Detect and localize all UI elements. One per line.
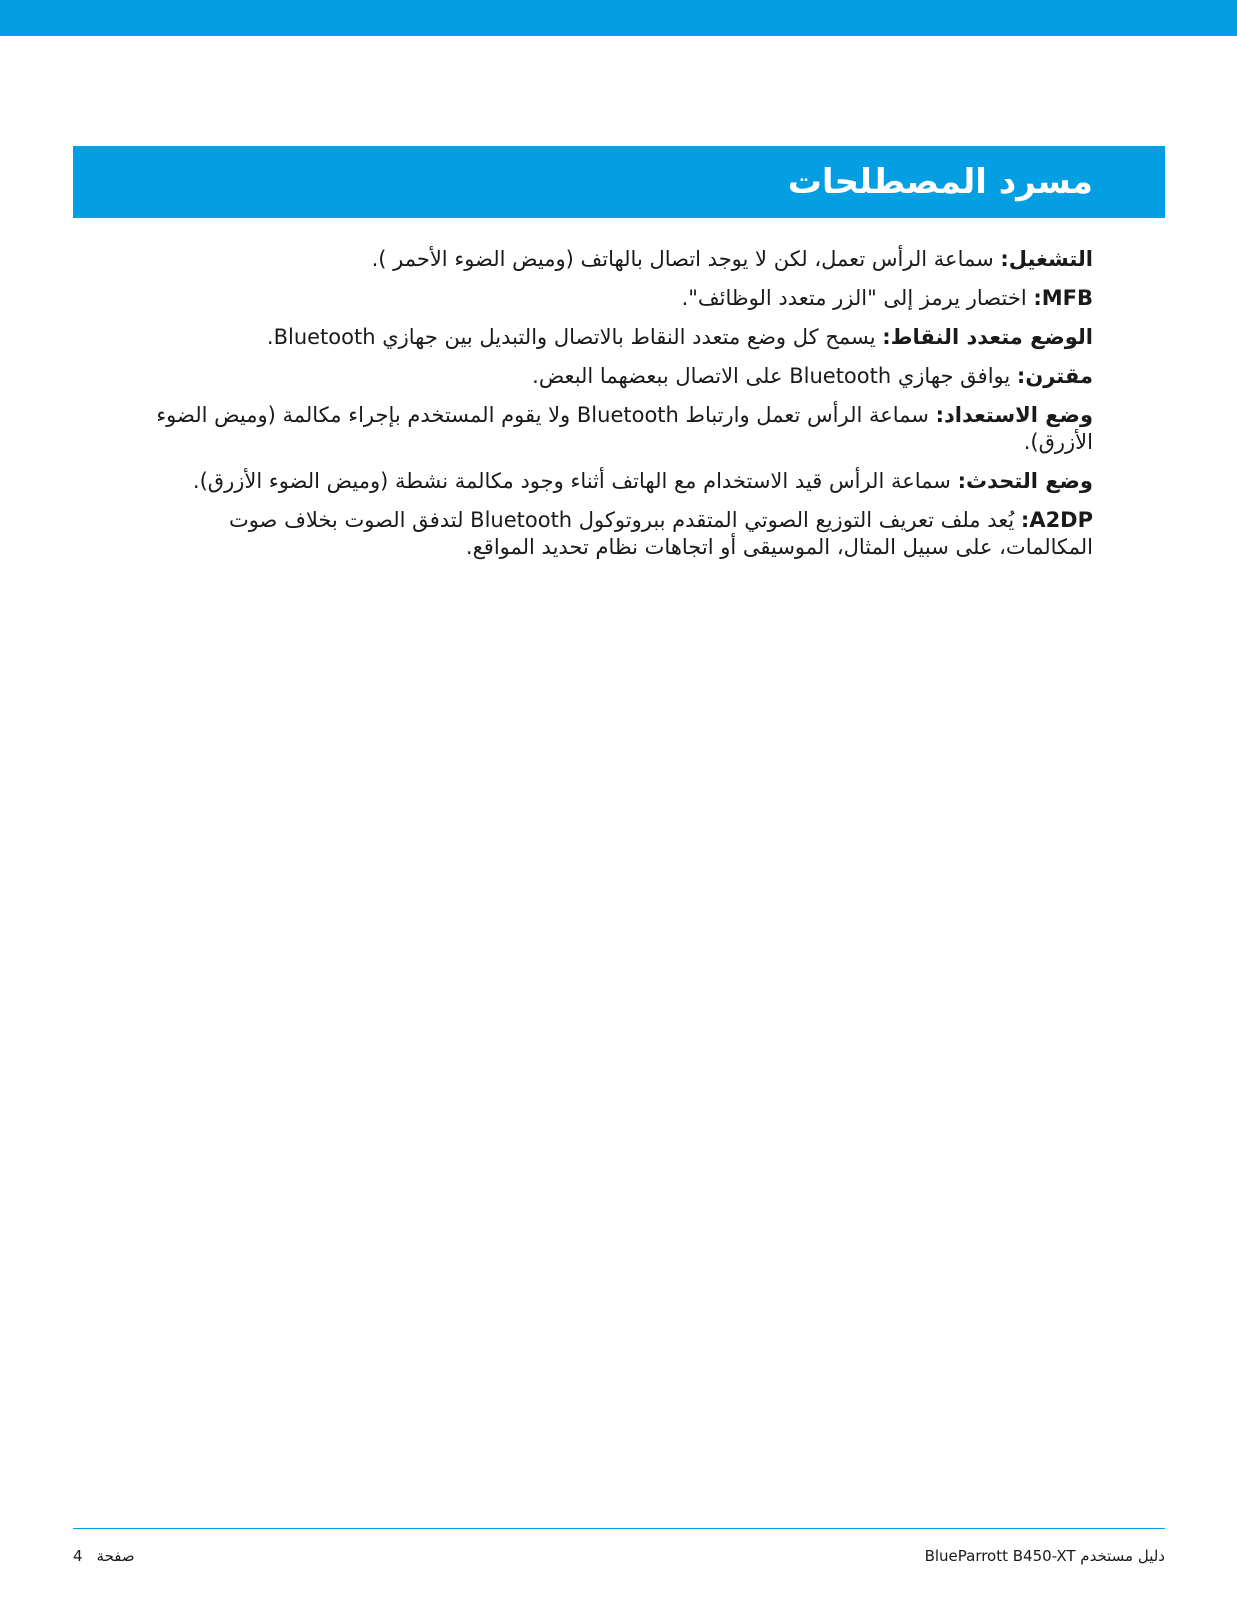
- glossary-definition: سماعة الرأس تعمل وارتباط Bluetooth ولا يقوم المستخدم بإجراء مكالمة (وميض الضوء الأزرق).: [156, 403, 1093, 454]
- glossary-definition: يسمح كل وضع متعدد النقاط بالاتصال والتبديل بين جهازي Bluetooth.: [266, 325, 883, 349]
- glossary-list: [150, 246, 1093, 573]
- footer-page-label: صفحة: [96, 1547, 135, 1565]
- glossary-term: وضع الاستعداد:: [935, 403, 1093, 427]
- glossary-entry: [150, 324, 1093, 351]
- glossary-definition: سماعة الرأس قيد الاستخدام مع الهاتف أثناء وجود مكالمة نشطة (وميض الضوء الأزرق).: [192, 469, 958, 493]
- footer-divider: [73, 1528, 1165, 1529]
- title-band: [73, 146, 1165, 218]
- top-accent-bar: [0, 0, 1237, 36]
- glossary-entry: [150, 363, 1093, 390]
- glossary-entry: [150, 246, 1093, 273]
- page-title: مسرد المصطلحات: [787, 162, 1093, 202]
- glossary-entry: [150, 402, 1093, 456]
- glossary-term: وضع التحدث:: [957, 469, 1093, 493]
- glossary-entry: [150, 285, 1093, 312]
- glossary-term: A2DP:: [1020, 508, 1093, 532]
- glossary-term: الوضع متعدد النقاط:: [882, 325, 1093, 349]
- glossary-term: مقترن:: [1016, 364, 1093, 388]
- glossary-entry: [150, 507, 1093, 561]
- footer-document-title: دليل مستخدم BlueParrott B450-XT: [924, 1547, 1165, 1565]
- footer-page-value: 4: [73, 1547, 83, 1565]
- glossary-entry: [150, 468, 1093, 495]
- glossary-definition: يُعد ملف تعريف التوزيع الصوتي المتقدم ببروتوكول Bluetooth لتدفق الصوت بخلاف صوت المكالمات، على سبيل المثال، الموسيقى أو اتجاهات نظام تحديد المواقع.: [228, 508, 1093, 559]
- glossary-definition: يوافق جهازي Bluetooth على الاتصال ببعضهما البعض.: [532, 364, 1017, 388]
- glossary-term: التشغيل:: [1000, 247, 1093, 271]
- footer-page-number: [73, 1547, 135, 1565]
- glossary-definition: سماعة الرأس تعمل، لكن لا يوجد اتصال بالهاتف (وميض الضوء الأحمر ).: [371, 247, 1001, 271]
- glossary-definition: اختصار يرمز إلى "الزر متعدد الوظائف".: [681, 286, 1034, 310]
- glossary-term: MFB:: [1033, 286, 1093, 310]
